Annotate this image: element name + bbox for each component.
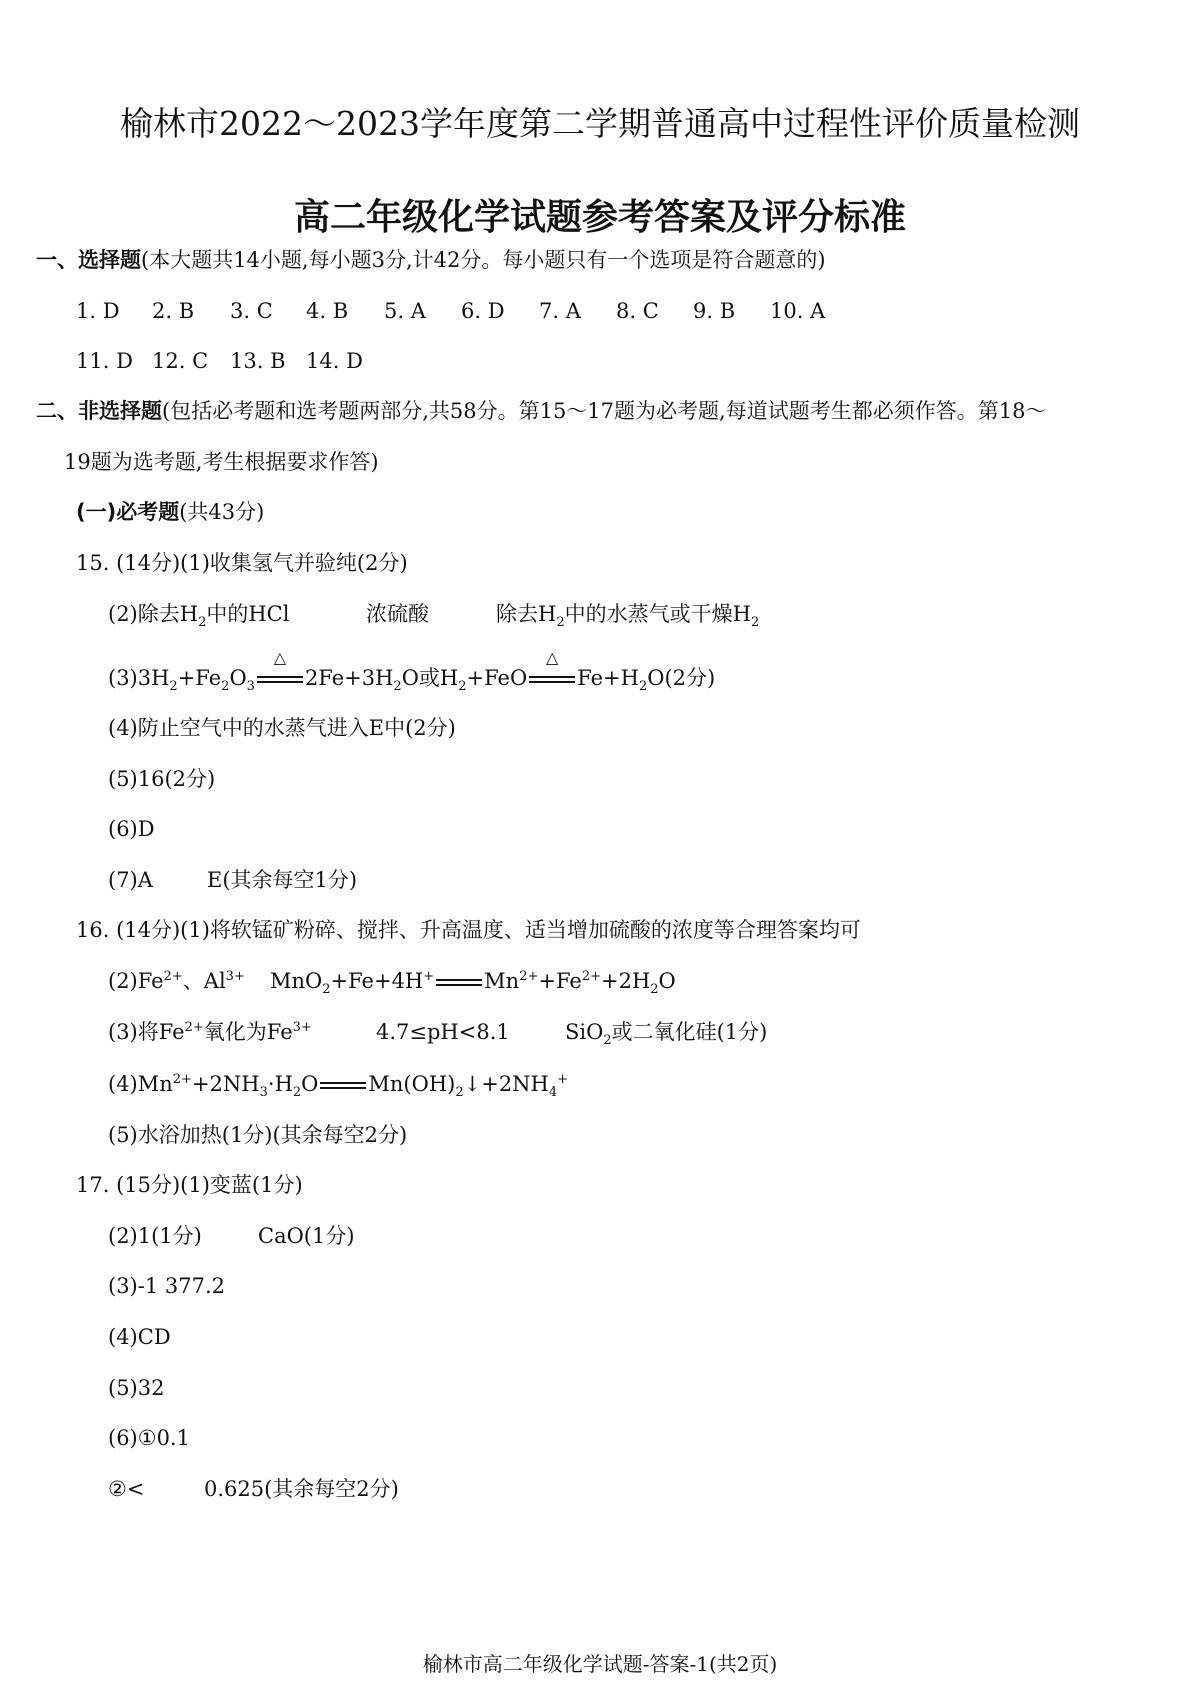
q16-2-part-a: $(2)Fe^{2+}$、$Al^{3+}$ (108, 969, 245, 993)
answer-item: 7. A (539, 299, 581, 323)
heating-condition: △ (255, 664, 305, 692)
q16-2-part-b: MnO$_2$+Fe+4H+ $Mn^{2+}+Fe^{2+}+2H_2O$ (270, 969, 676, 998)
q16-line-4: $(4)Mn^{2+}+2NH_3\cdot H_2O$ $Mn(OH)_2↓+2NH_4^+$ (108, 1072, 569, 1101)
heating-condition: △ (527, 664, 577, 692)
section2-header (36, 397, 1046, 425)
answer-item: 3. C (230, 299, 273, 323)
answer-item: 12. C (152, 349, 209, 373)
q15-line-1: 15. (14分)(1)收集氢气并验纯(2分) (76, 551, 408, 575)
q15-line-3: $(3)3H_2+Fe_2O_3$ △ $2Fe+3H_2O$或$H_2+FeO$ △ $Fe+H_2O(2$分) (108, 648, 716, 695)
answer-item: 6. D (461, 299, 505, 323)
q17-7-part-a: ②< (108, 1477, 145, 1501)
answer-item: 13. B (230, 349, 286, 373)
answer-item: 2. B (152, 299, 195, 323)
answer-item: 14. D (306, 349, 363, 373)
q17-line-6: (6)①0.1 (108, 1426, 190, 1450)
section2-heading: 二、非选择题 (36, 399, 162, 423)
q15-2-part-c: 除去$H_2$中的水蒸气或干燥$H_2$ (496, 602, 760, 631)
q16-3-part-a: (3)将$Fe^{2+}$氧化为$Fe^{3+}$ (108, 1020, 312, 1044)
q17-2-part-a: (2)1(1分) (108, 1224, 202, 1248)
section1-desc: (本大题共14小题,每小题3分,计42分。每小题只有一个选项是符合题意的) (141, 248, 826, 272)
q17-line-1: 17. (15分)(1)变蓝(1分) (76, 1173, 303, 1197)
q15-line-5: (5)16(2分) (108, 767, 216, 791)
q17-2-part-b: CaO(1分) (258, 1224, 355, 1248)
q17-line-5: (5)32 (108, 1376, 165, 1400)
q16-line-1: 16. (14分)(1)将软锰矿粉碎、搅拌、升高温度、适当增加硫酸的浓度等合理答案均可 (76, 918, 861, 942)
q16-3-part-b: 4.7≤pH<8.1 (376, 1020, 510, 1044)
q17-line-4: (4)CD (108, 1325, 171, 1349)
q15-line-6: (6)D (108, 817, 155, 841)
answer-item: 1. D (76, 299, 120, 323)
part1-score: (共43分) (179, 500, 265, 524)
part1-heading: (一)必考题 (76, 500, 180, 524)
answer-item: 4. B (306, 299, 349, 323)
q15-7-part-a: (7)A (108, 868, 153, 892)
answer-item: 10. A (770, 299, 826, 323)
answer-item: 9. B (693, 299, 736, 323)
q17-line-3: (3)-1 377.2 (108, 1274, 225, 1298)
q16-3-part-c: SiO$_2$或二氧化硅(1分) (565, 1020, 768, 1049)
q15-7-part-b: E(其余每空1分) (207, 868, 358, 892)
section1-header (36, 246, 826, 274)
q17-7-part-b: 0.625(其余每空2分) (204, 1477, 399, 1501)
q15-2-part-a: (2)除去$H_2$中的HCl (108, 602, 290, 631)
q15-line-4: (4)防止空气中的水蒸气进入E中(2分) (108, 716, 456, 740)
part1-header (76, 498, 264, 526)
answer-item: 8. C (616, 299, 659, 323)
answer-item: 5. A (384, 299, 426, 323)
document-title: 榆林市2022～2023学年度第二学期普通高中过程性评价质量检测 (120, 104, 1080, 143)
q16-line-5: (5)水浴加热(1分)(其余每空2分) (108, 1123, 408, 1147)
answer-item: 11. D (76, 349, 133, 373)
q15-2-part-b: 浓硫酸 (366, 602, 429, 626)
page-footer: 榆林市高二年级化学试题-答案-1(共2页) (422, 1652, 778, 1676)
section2-desc-2: 19题为选考题,考生根据要求作答) (64, 450, 379, 474)
document-subtitle: 高二年级化学试题参考答案及评分标准 (293, 197, 906, 238)
section2-desc-1: (包括必考题和选考题两部分,共58分。第15～17题为必考题,每道试题考生都必须作答。第18～ (162, 399, 1047, 423)
section1-heading: 一、选择题 (36, 248, 141, 272)
